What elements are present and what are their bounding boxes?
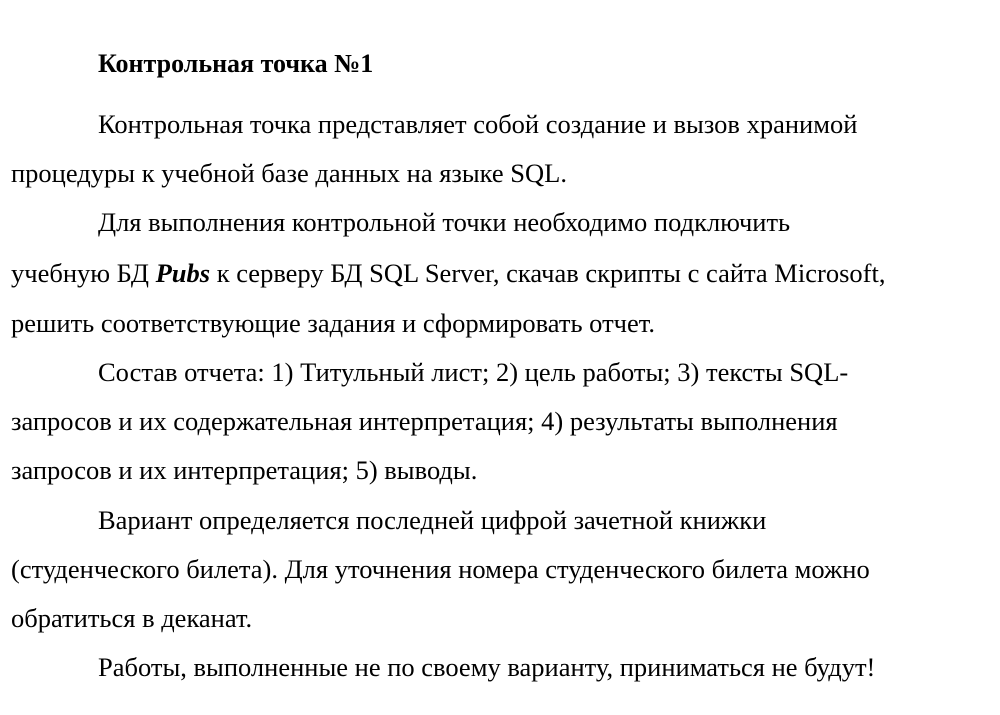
paragraph-3-line-1: Состав отчета: 1) Титульный лист; 2) цель работы; 3) тексты SQL- <box>98 357 849 387</box>
paragraph-4-line-3: обратиться в деканат. <box>11 603 253 633</box>
paragraph-2-line-2-start: учебную БД <box>11 258 156 288</box>
paragraph-2-line-2-end: к серверу БД SQL Server, скачав скрипты с сайта Microsoft, <box>210 258 886 288</box>
paragraph-2-line-2 <box>11 253 885 293</box>
document-heading: Контрольная точка №1 <box>98 49 374 78</box>
paragraph-4-line-2: (студенческого билета). Для уточнения номера студенческого билета можно <box>11 554 870 584</box>
paragraph-3-line-3: запросов и их интерпретация; 5) выводы. <box>11 455 478 485</box>
paragraph-5-line-1: Работы, выполненные не по своему варианту, приниматься не будут! <box>98 652 876 682</box>
database-name-pubs: Pubs <box>155 258 211 288</box>
paragraph-3-line-2: запросов и их содержательная интерпретация; 4) результаты выполнения <box>11 406 838 436</box>
paragraph-1-line-1: Контрольная точка представляет собой создание и вызов хранимой <box>98 109 858 139</box>
paragraph-2-line-1: Для выполнения контрольной точки необходимо подключить <box>98 207 791 237</box>
paragraph-1-line-2: процедуры к учебной базе данных на языке SQL. <box>11 158 567 188</box>
paragraph-4-line-1: Вариант определяется последней цифрой зачетной книжки <box>98 505 767 535</box>
paragraph-2-line-3: решить соответствующие задания и сформировать отчет. <box>11 308 655 338</box>
